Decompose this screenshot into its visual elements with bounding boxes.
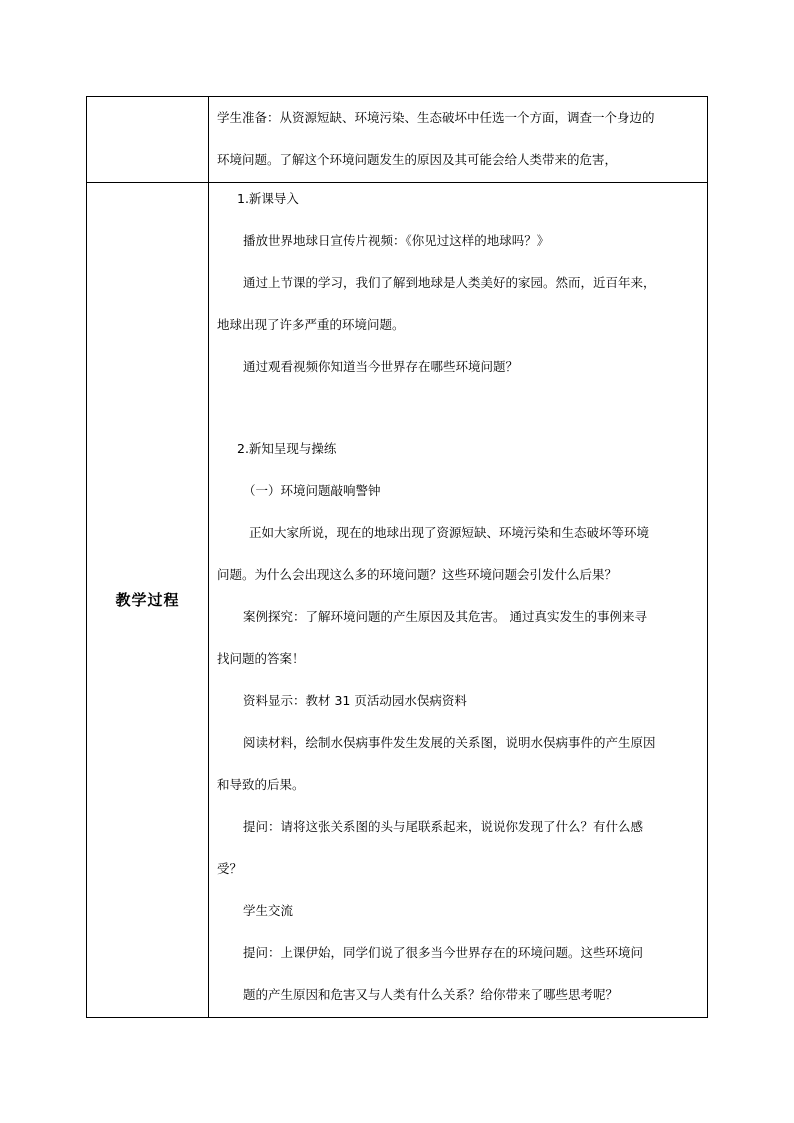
table-row-teaching-process [87,182,707,1017]
section-heading-new-knowledge: 2.新知呈现与操练 [237,441,337,456]
paragraph-line: 资料显示：教材 31 页活动园水俣病资料 [243,693,467,708]
table-row-preparation [87,97,707,183]
paragraph-line: 题的产生原因和危害又与人类有什么关系？给你带来了哪些思考呢？ [243,987,619,1002]
content-cell-preparation [209,97,707,182]
lesson-plan-table [86,96,708,1018]
paragraph-line: 通过上节课的学习，我们了解到地球是人类美好的家园。然而，近百年来， [243,275,656,290]
paragraph-line: 正如大家所说，现在的地球出现了资源短缺、环境污染和生态破坏等环境 [249,525,650,540]
paragraph-line: 问题。为什么会出现这么多的环境问题？这些环境问题会引发什么后果？ [217,567,618,582]
label-cell-empty [87,97,209,182]
label-cell [87,182,209,1017]
paragraph-line: 学生交流 [243,903,294,918]
paragraph-line: 提问：上课伊始，同学们说了很多当今世界存在的环境问题。这些环境问 [243,945,644,960]
subsection-heading: （一）环境问题敲响警钟 [243,483,381,498]
paragraph-line: 受？ [217,861,243,876]
paragraph-line: 找问题的答案！ [217,651,305,666]
preparation-line-1: 学生准备：从资源短缺、环境污染、生态破坏中任选一个方面，调查一个身边的 [217,110,655,125]
section-heading-intro: 1.新课导入 [237,191,299,206]
paragraph-line: 地球出现了许多严重的环境问题。 [217,317,405,332]
paragraph-line: 案例探究：了解环境问题的产生原因及其危害。 通过真实发生的事例来寻 [243,609,647,624]
preparation-line-2: 环境问题。了解这个环境问题发生的原因及其可能会给人类带来的危害， [217,152,618,167]
teaching-process-label: 教学过程 [115,591,180,609]
paragraph-line: 阅读材料，绘制水俣病事件发生发展的关系图，说明水俣病事件的产生原因 [243,735,656,750]
paragraph-line: 和导致的后果。 [217,777,305,792]
paragraph-line: 提问：请将这张关系图的头与尾联系起来，说说你发现了什么？有什么感 [243,819,644,834]
content-cell-teaching-process [209,182,707,1017]
paragraph-line: 播放世界地球日宣传片视频：《你见过这样的地球吗？》 [243,233,550,248]
paragraph-line: 通过观看视频你知道当今世界存在哪些环境问题？ [243,359,519,374]
